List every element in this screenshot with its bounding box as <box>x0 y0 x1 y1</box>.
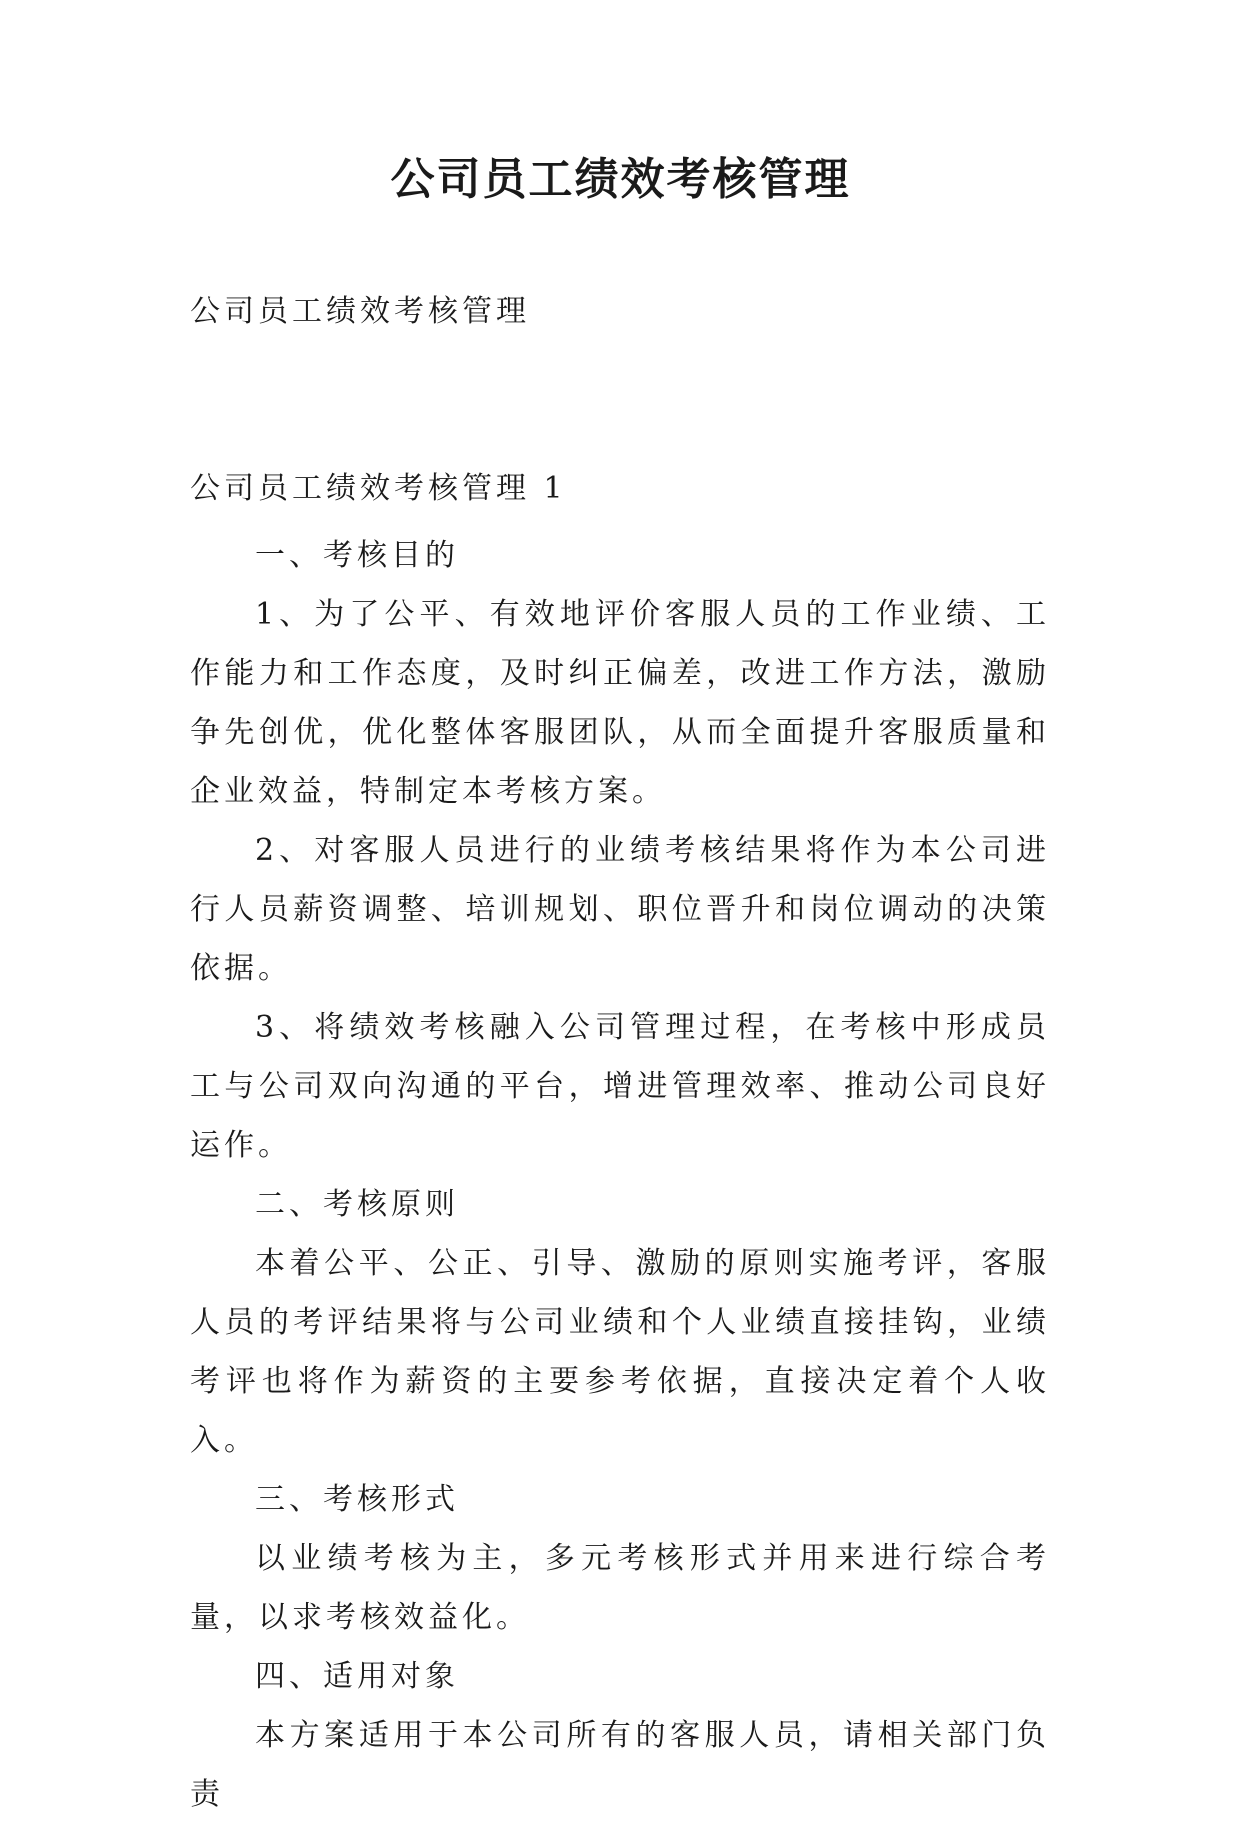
heading-assessment-principles: 二、考核原则 <box>255 1187 459 1222</box>
paragraph-form: 以业绩考核为主，多元考核形式并用来进行综合考量，以求考核效益化。 <box>190 1541 1050 1635</box>
document-subtitle: 公司员工绩效考核管理 <box>190 294 530 329</box>
document-content <box>190 526 1050 1824</box>
document-body <box>190 290 1050 1812</box>
section-title: 公司员工绩效考核管理 1 <box>190 471 567 506</box>
paragraph-purpose-1: 1、为了公平、有效地评价客服人员的工作业绩、工作能力和工作态度，及时纠正偏差，改进工作方法，激励争先创优，优化整体客服团队，从而全面提升客服质量和企业效益，特制定本考核方案。 <box>190 597 1050 809</box>
paragraph-applicable-objects: 本方案适用于本公司所有的客服人员，请相关部门负责 <box>190 1718 1050 1812</box>
document-title: 公司员工绩效考核管理 <box>390 154 851 205</box>
paragraph-purpose-3: 3、将绩效考核融入公司管理过程，在考核中形成员工与公司双向沟通的平台，增进管理效率、推动公司良好运作。 <box>190 1010 1050 1163</box>
paragraph-purpose-2: 2、对客服人员进行的业绩考核结果将作为本公司进行人员薪资调整、培训规划、职位晋升和岗位调动的决策依据。 <box>190 833 1050 986</box>
heading-applicable-objects: 四、适用对象 <box>255 1659 459 1694</box>
paragraph-principles: 本着公平、公正、引导、激励的原则实施考评，客服人员的考评结果将与公司业绩和个人业绩直接挂钩，业绩考评也将作为薪资的主要参考依据，直接决定着个人收入。 <box>190 1246 1050 1458</box>
heading-assessment-form: 三、考核形式 <box>255 1482 459 1517</box>
heading-assessment-purpose: 一、考核目的 <box>255 538 459 573</box>
